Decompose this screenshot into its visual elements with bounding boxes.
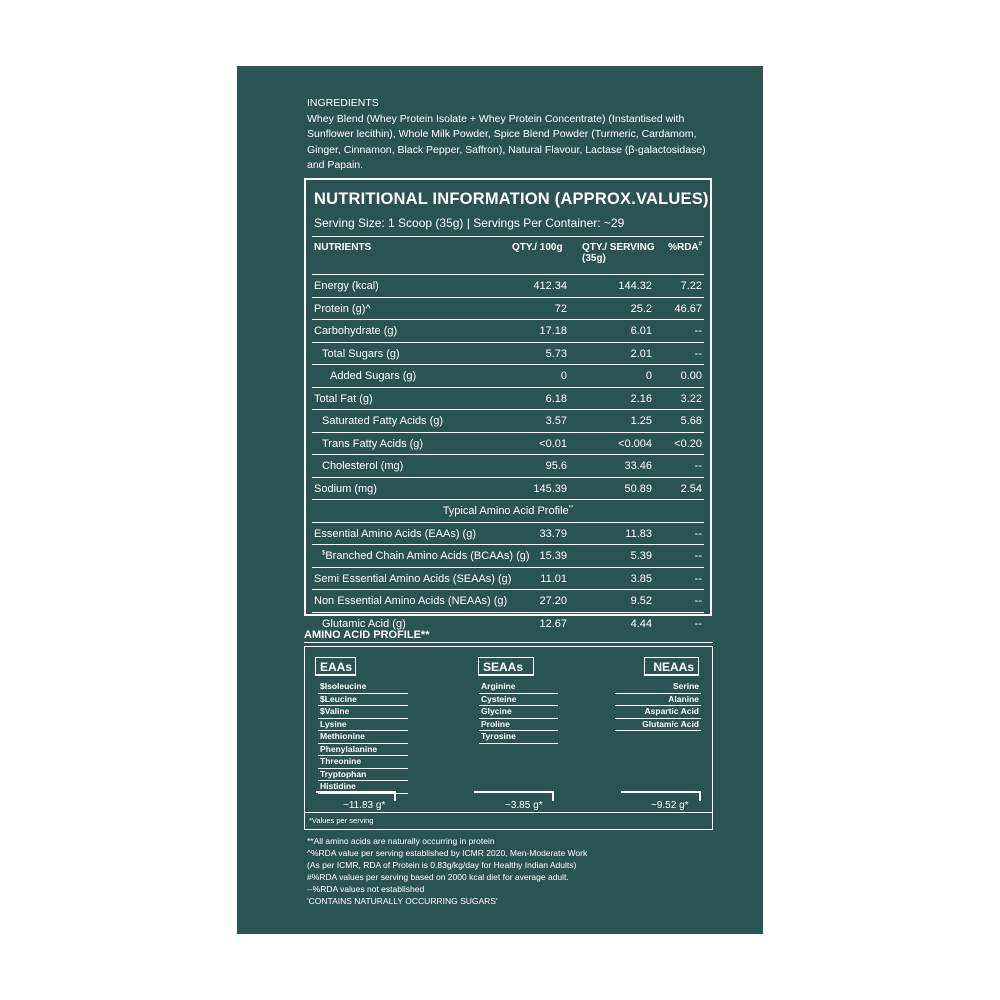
nutrient-name — [322, 460, 403, 472]
footnote: #%RDA values per serving based on 2000 kcal diet for average adult. — [307, 872, 569, 882]
nutrient-name — [330, 370, 416, 382]
amino-acid-item: $Isoleucine — [318, 681, 408, 694]
qty-per-serving: 2.01 — [630, 347, 652, 360]
neaas-list — [615, 681, 701, 731]
nutrient-label: Sodium (mg) — [314, 482, 377, 495]
amino-acid-item: Glutamic Acid — [615, 719, 701, 732]
qty-per-100g: 17.18 — [539, 325, 567, 337]
nutrient-name — [314, 303, 371, 315]
table-row — [312, 477, 704, 500]
amino-subheading-mark: ** — [568, 505, 574, 512]
qty-per-serving: 1.25 — [630, 415, 652, 427]
ingredients-text: Whey Blend (Whey Protein Isolate + Whey Protein Concentrate) (Instantised with Sunflower lecithin), Whole Milk Powder, Spice Blend Powder (Turmeric, Cardamom, Ginger, Cinnamon, Black Pepper, Saffron), Natural Flavour, Lactase (β-galactosidase) and Papain. — [307, 112, 706, 171]
qty-per-serving: 4.44 — [630, 617, 652, 630]
qty-per-100g: 412.34 — [533, 280, 567, 292]
qty-per-100g: 12.67 — [539, 617, 567, 630]
table-row — [312, 297, 704, 320]
nutrient-label: Energy (kcal) — [314, 280, 379, 292]
nutrient-label: Essential Amino Acids (EAAs) (g) — [314, 527, 477, 540]
table-row — [312, 409, 704, 432]
nutrition-title: NUTRITIONAL INFORMATION (APPROX.VALUES) — [314, 190, 709, 208]
nutrient-name — [314, 325, 397, 337]
nutrient-label: Non Essential Amino Acids (NEAAs) (g) — [314, 595, 508, 607]
amino-acid-item: Serine — [615, 681, 701, 694]
footnote: **All amino acids are naturally occurring in protein — [307, 836, 495, 846]
rda-value: -- — [694, 595, 702, 607]
amino-subheading-label: Typical Amino Acid Profile — [442, 505, 569, 517]
qty-per-100g: 95.6 — [545, 460, 567, 472]
col-per-serving: QTY./ SERVING (35g) — [582, 242, 655, 264]
amino-profile-rule — [304, 642, 713, 643]
qty-per-serving: 0 — [645, 370, 652, 382]
nutrient-label: Semi Essential Amino Acids (SEAAs) (g) — [314, 572, 512, 585]
amino-acid-item: Glycine — [479, 706, 558, 719]
nutrient-label: Saturated Fatty Acids (g) — [322, 415, 444, 427]
per-serving-divider — [305, 812, 712, 813]
nutrient-mark: $ — [322, 550, 326, 557]
qty-per-100g: 3.57 — [545, 415, 567, 427]
amino-acid-item: $Valine — [318, 706, 408, 719]
footnotes — [307, 835, 587, 907]
col-nutrients: NUTRIENTS — [314, 242, 372, 253]
col-rda-mark: # — [698, 241, 702, 248]
qty-per-serving: 9.52 — [630, 595, 652, 607]
rda-value: <0.20 — [674, 437, 702, 450]
rda-value: -- — [694, 550, 702, 562]
nutrient-label: Glutamic Acid (g) — [322, 617, 406, 630]
nutrition-table — [304, 178, 712, 630]
nutrient-label: Total Fat (g) — [314, 392, 373, 405]
nutrient-label: Cholesterol (mg) — [322, 460, 404, 472]
seaas-list — [479, 681, 558, 744]
rda-value: 7.22 — [680, 280, 702, 292]
qty-per-100g: 27.20 — [539, 595, 567, 607]
nutrient-label: Protein (g)^ — [314, 302, 371, 315]
footnote: --%RDA values not established — [307, 884, 425, 894]
qty-per-serving: 3.85 — [630, 572, 652, 585]
table-header — [314, 242, 702, 272]
nutrient-label: Added Sugars (g) — [330, 370, 417, 382]
nutrient-name — [314, 573, 511, 585]
table-row — [312, 342, 704, 365]
amino-acid-item: Alanine — [615, 694, 701, 707]
nutrient-name — [314, 595, 507, 607]
col-per-100g: QTY./ 100g — [512, 242, 563, 253]
amino-acid-item: Threonine — [318, 756, 408, 769]
table-row — [312, 567, 704, 590]
rda-value: -- — [694, 572, 702, 585]
nutrient-name — [322, 438, 423, 450]
qty-per-serving: 33.46 — [624, 460, 652, 472]
amino-acid-item: Lysine — [318, 719, 408, 732]
rda-value: -- — [694, 617, 702, 630]
col-rda-label: %RDA — [668, 242, 699, 253]
rda-value: -- — [694, 325, 702, 337]
rda-value: 5.68 — [680, 415, 702, 427]
rda-value: -- — [694, 460, 702, 472]
footnote: 'CONTAINS NATURALLY OCCURRING SUGARS' — [307, 896, 498, 906]
qty-per-serving: 11.83 — [625, 527, 652, 540]
neaas-total: ~9.52 g* — [651, 800, 689, 811]
amino-profile-box — [304, 646, 713, 830]
qty-per-100g: 0 — [560, 370, 567, 382]
qty-per-serving: 144.32 — [618, 280, 652, 292]
rda-value: 0.00 — [680, 370, 702, 382]
ingredients-heading: INGREDIENTS — [307, 97, 379, 109]
qty-per-serving: 2.16 — [630, 392, 652, 405]
table-row — [312, 432, 704, 455]
qty-per-serving: 25.2 — [630, 302, 652, 315]
amino-subheading — [312, 505, 704, 517]
nutrient-name — [322, 550, 530, 562]
nutrient-label: Total Sugars (g) — [322, 347, 400, 360]
eaas-list — [318, 681, 408, 794]
qty-per-100g: 72 — [554, 302, 567, 315]
qty-per-100g: <0.01 — [539, 437, 567, 450]
rda-value: 46.67 — [674, 302, 702, 315]
footnote: (As per ICMR, RDA of Protein is 0.83g/kg/day for Healthy Indian Adults) — [307, 860, 577, 870]
rda-value: -- — [694, 527, 702, 540]
amino-acid-item: Aspartic Acid — [615, 706, 701, 719]
table-row — [312, 544, 704, 567]
qty-per-100g: 11.01 — [540, 572, 567, 585]
qty-per-serving: 50.89 — [624, 482, 652, 495]
amino-profile-title: AMINO ACID PROFILE** — [304, 629, 430, 641]
table-row — [312, 589, 704, 612]
nutrient-name — [314, 528, 476, 540]
header-divider — [312, 236, 704, 237]
serving-info: Serving Size: 1 Scoop (35g) | Servings Per Container: ~29 — [314, 216, 625, 230]
nutrient-name — [322, 348, 400, 360]
amino-acid-item: $Leucine — [318, 694, 408, 707]
amino-subheading-row — [312, 499, 704, 522]
table-row — [312, 387, 704, 410]
table-row — [312, 319, 704, 342]
nutrient-label: Trans Fatty Acids (g) — [322, 437, 424, 450]
nutrient-name — [322, 415, 443, 427]
nutrition-rows — [312, 274, 704, 634]
nutrient-name — [322, 618, 406, 630]
amino-acid-item: Histidine — [318, 781, 408, 794]
amino-acid-item: Methionine — [318, 731, 408, 744]
amino-acid-item: Tyrosine — [479, 731, 558, 744]
neaas-badge: NEAAs — [644, 657, 699, 675]
qty-per-100g: 33.79 — [539, 527, 567, 540]
qty-per-serving: 6.01 — [630, 325, 652, 337]
seaas-badge: SEAAs — [478, 657, 534, 675]
amino-acid-item: Phenylalanine — [318, 744, 408, 757]
qty-per-100g: 6.18 — [545, 392, 567, 405]
nutrient-name — [314, 483, 377, 495]
nutrient-name — [314, 280, 379, 292]
nutrient-name — [314, 393, 373, 405]
table-row — [312, 364, 704, 387]
qty-per-100g: 145.39 — [533, 482, 567, 495]
eaas-total: ~11.83 g* — [343, 800, 386, 811]
amino-acid-item: Cysteine — [479, 694, 558, 707]
qty-per-serving: 5.39 — [630, 550, 652, 562]
table-row — [312, 274, 704, 297]
seaas-total: ~3.85 g* — [505, 800, 543, 811]
qty-per-100g: 15.39 — [539, 550, 567, 562]
rda-value: 3.22 — [680, 392, 702, 405]
footnote: ^%RDA value per serving established by ICMR 2020, Men-Moderate Work — [307, 848, 588, 858]
product-label-panel — [237, 66, 763, 934]
table-row — [312, 522, 704, 545]
per-serving-note: *Values per serving — [309, 816, 374, 825]
col-rda — [668, 242, 702, 253]
table-row — [312, 454, 704, 477]
qty-per-serving: <0.004 — [618, 437, 652, 450]
nutrient-label: Carbohydrate (g) — [314, 325, 398, 337]
ingredients-section — [307, 96, 717, 174]
amino-acid-item: Tryptophan — [318, 769, 408, 782]
rda-value: -- — [694, 347, 702, 360]
qty-per-100g: 5.73 — [545, 347, 567, 360]
rda-value: 2.54 — [680, 482, 702, 495]
eaas-badge: EAAs — [315, 657, 356, 675]
nutrient-label: Branched Chain Amino Acids (BCAAs) (g) — [325, 550, 530, 562]
amino-acid-item: Proline — [479, 719, 558, 732]
amino-acid-item: Arginine — [479, 681, 558, 694]
